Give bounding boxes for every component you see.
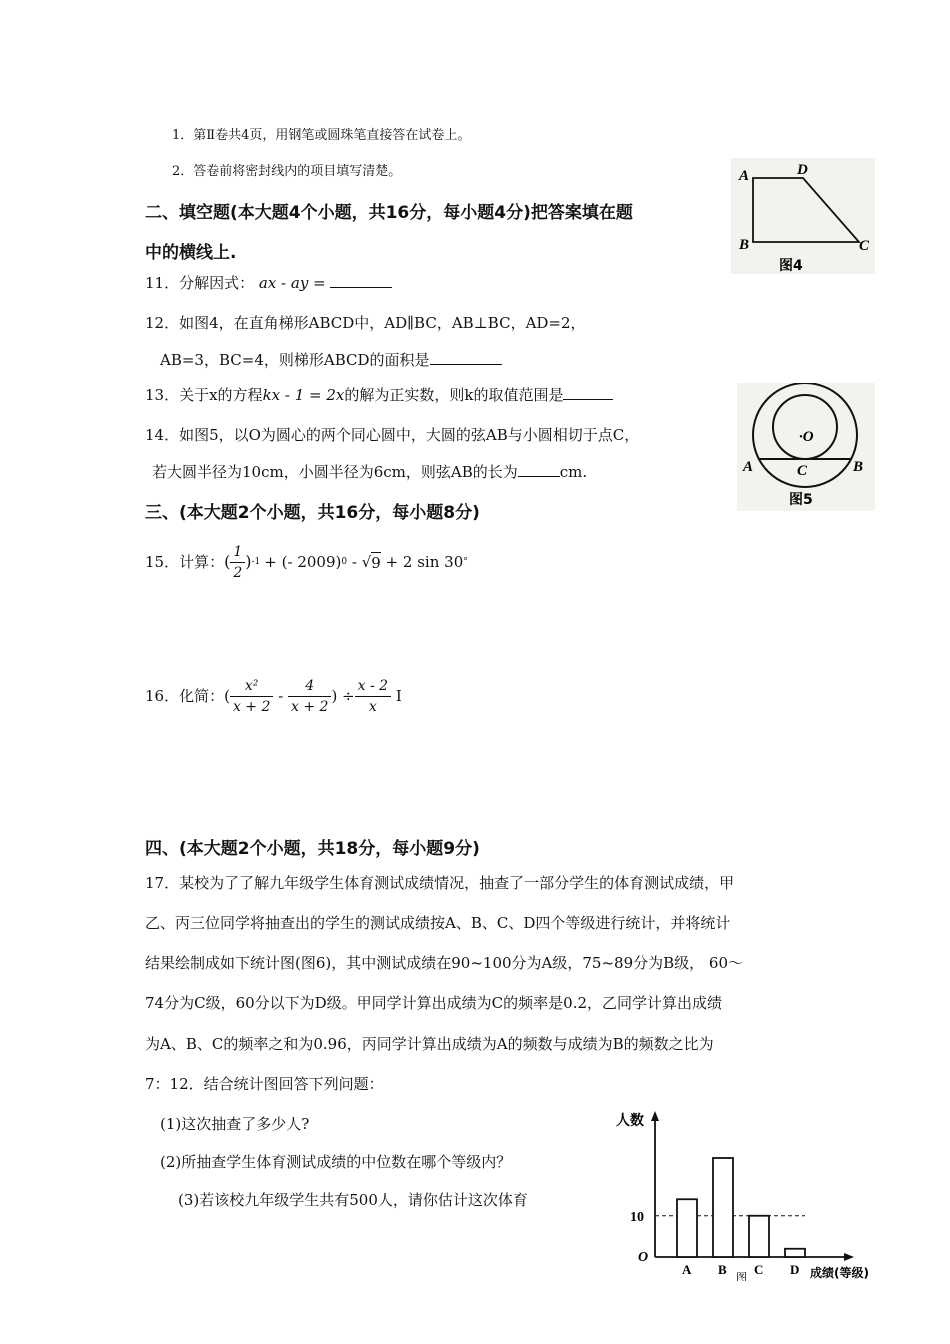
section4-title: 四、(本大题2个小题，共18分，每小题9分) (145, 839, 480, 859)
q16-f2-den: x + 2 (291, 698, 329, 715)
q15-tail: + 2 sin 30 (380, 553, 464, 571)
q15-frac-num: 1 (230, 542, 245, 563)
q11-expr: ax - ay = (258, 274, 326, 292)
q11-prefix: 11．分解因式： (145, 274, 255, 292)
fig4-label-A: A (739, 168, 750, 184)
q16-f3-num: x - 2 (355, 676, 391, 697)
fig4-label-B: B (739, 237, 750, 253)
q16-f3-den: x (368, 698, 377, 715)
q17-line-3: 结果绘制成如下统计图(图6)，其中测试成绩在90~100分为A级，75~89分为B级， 60～ (145, 954, 743, 972)
x-tick-C: C (754, 1262, 764, 1277)
q15-fraction (230, 542, 245, 583)
fig4-label-C: C (859, 238, 870, 254)
q15-minus: - (347, 553, 362, 571)
fig5-label-O: ·O (799, 429, 814, 445)
q14-unit: cm. (559, 463, 588, 481)
q16-f2-num: 4 (288, 676, 331, 697)
q16-fraction-1 (230, 676, 273, 717)
q16-f1-num: x² (230, 676, 273, 697)
note-2: 2．答卷前将密封线内的项目填写清楚。 (172, 164, 402, 179)
q12-text: AB=3，BC=4，则梯形ABCD的面积是 (160, 351, 430, 369)
figure-5-circles (737, 383, 875, 511)
question-12-line2 (160, 350, 502, 370)
q16-fraction-2 (288, 676, 331, 717)
q17-line-4: 74分为C级，60分以下为D级。甲同学计算出成绩为C的频率是0.2，乙同学计算出成绩 (145, 994, 723, 1012)
q15-prefix: 15．计算： (145, 553, 225, 571)
q13-suffix: 的解为正实数，则k的取值范围是 (344, 386, 564, 404)
bar-chart (612, 1105, 892, 1281)
fig4-caption: 图4 (779, 258, 803, 274)
q15-mid: + (- 2009) (264, 553, 342, 571)
q16-fraction-3 (355, 676, 391, 717)
question-12-line1: 12．如图4，在直角梯形ABCD中，AD∥BC，AB⊥BC，AD=2， (145, 314, 586, 332)
q16-minus: - (273, 687, 288, 705)
q13-answer-blank[interactable] (563, 385, 613, 400)
figure-5 (737, 383, 875, 511)
bar-A (677, 1199, 697, 1257)
section2-title-line2: 中的横线上. (145, 243, 237, 263)
q15-frac-den: 2 (233, 564, 243, 581)
x-tick-A: A (682, 1262, 692, 1277)
question-14-line1: 14．如图5，以O为圆心的两个同心圆中，大圆的弦AB与小圆相切于点C， (145, 426, 640, 444)
fig5-label-B: B (853, 459, 864, 475)
x-axis-label: 成绩(等级) (810, 1266, 869, 1280)
y-axis-arrow (651, 1111, 659, 1121)
fig5-label-C: C (797, 463, 808, 479)
bar-B (713, 1158, 733, 1257)
x-tick-D: D (790, 1262, 800, 1277)
q16-f1-den: x + 2 (232, 698, 271, 715)
section3-title: 三、(本大题2个小题，共16分，每小题8分) (145, 503, 480, 523)
q16-tail: I (391, 687, 402, 705)
figure-6-chart (612, 1105, 892, 1281)
q16-divide: ) ÷ (331, 687, 355, 705)
q17-line-5: 为A、B、C的频率之和为0.96，丙同学计算出成绩为A的频数与成绩为B的频数之比为 (145, 1035, 714, 1053)
q17-line-2: 乙、丙三位同学将抽查出的学生的测试成绩按A、B、C、D四个等级进行统计，并将统计 (145, 914, 731, 932)
question-16 (145, 672, 402, 720)
q15-sqrt-sign: √ (361, 553, 372, 571)
q15-sqrt-val: 9 (371, 553, 381, 572)
fig5-caption: 图5 (789, 492, 813, 508)
q17-sub-2: (2)所抽查学生体育测试成绩的中位数在哪个等级内？ (160, 1153, 512, 1171)
figure-4 (731, 158, 875, 274)
fig4-label-D: D (797, 162, 808, 178)
q15-exp1: -1 (251, 557, 261, 567)
q17-sub-3: (3)若该校九年级学生共有500人，请你估计这次体育 (178, 1191, 528, 1209)
q17-sub-1: (1)这次抽查了多少人? (160, 1115, 310, 1133)
q13-prefix: 13．关于x的方程 (145, 386, 263, 404)
q17-line-6: 7：12．结合统计图回答下列问题： (145, 1075, 384, 1093)
q12-answer-blank[interactable] (430, 350, 502, 365)
bar-D (785, 1249, 805, 1257)
fig5-label-A: A (743, 459, 754, 475)
q15-exp2: 0 (341, 557, 348, 567)
figure-4-trapezoid (731, 158, 875, 274)
x-axis-arrow (844, 1253, 854, 1261)
y-axis-label: 人数 (616, 1113, 644, 1129)
q15-degree: ° (463, 557, 468, 567)
q16-prefix: 16．化简：( (145, 687, 230, 705)
q13-expr: kx - 1 = 2x (262, 386, 345, 404)
figure-6-caption: 图 (736, 1271, 747, 1281)
q14-answer-blank[interactable] (518, 462, 560, 477)
q11-answer-blank[interactable] (330, 273, 392, 288)
q14-text: 若大圆半径为10cm，小圆半径为6cm，则弦AB的长为 (152, 463, 518, 481)
origin-label: O (638, 1250, 649, 1265)
question-14-line2 (152, 462, 587, 482)
question-13 (145, 385, 613, 405)
question-11 (145, 273, 392, 293)
section2-title-line1: 二、填空题(本大题4个小题，共16分，每小题4分)把答案填在题 (145, 203, 633, 223)
question-15: 15．计算： ( $\frac{1}{2}$ ) -1 + (- 2009) 0 - √ 9 + 2 sin 30 ° (145, 543, 468, 581)
bar-C (749, 1216, 769, 1257)
x-tick-B: B (718, 1262, 727, 1277)
y-tick-10: 10 (630, 1209, 644, 1225)
note-1: 1．第Ⅱ卷共4页，用钢笔或圆珠笔直接答在试卷上。 (172, 128, 471, 143)
q17-line-1: 17．某校为了了解九年级学生体育测试成绩情况，抽查了一部分学生的体育测试成绩，甲 (145, 874, 735, 892)
